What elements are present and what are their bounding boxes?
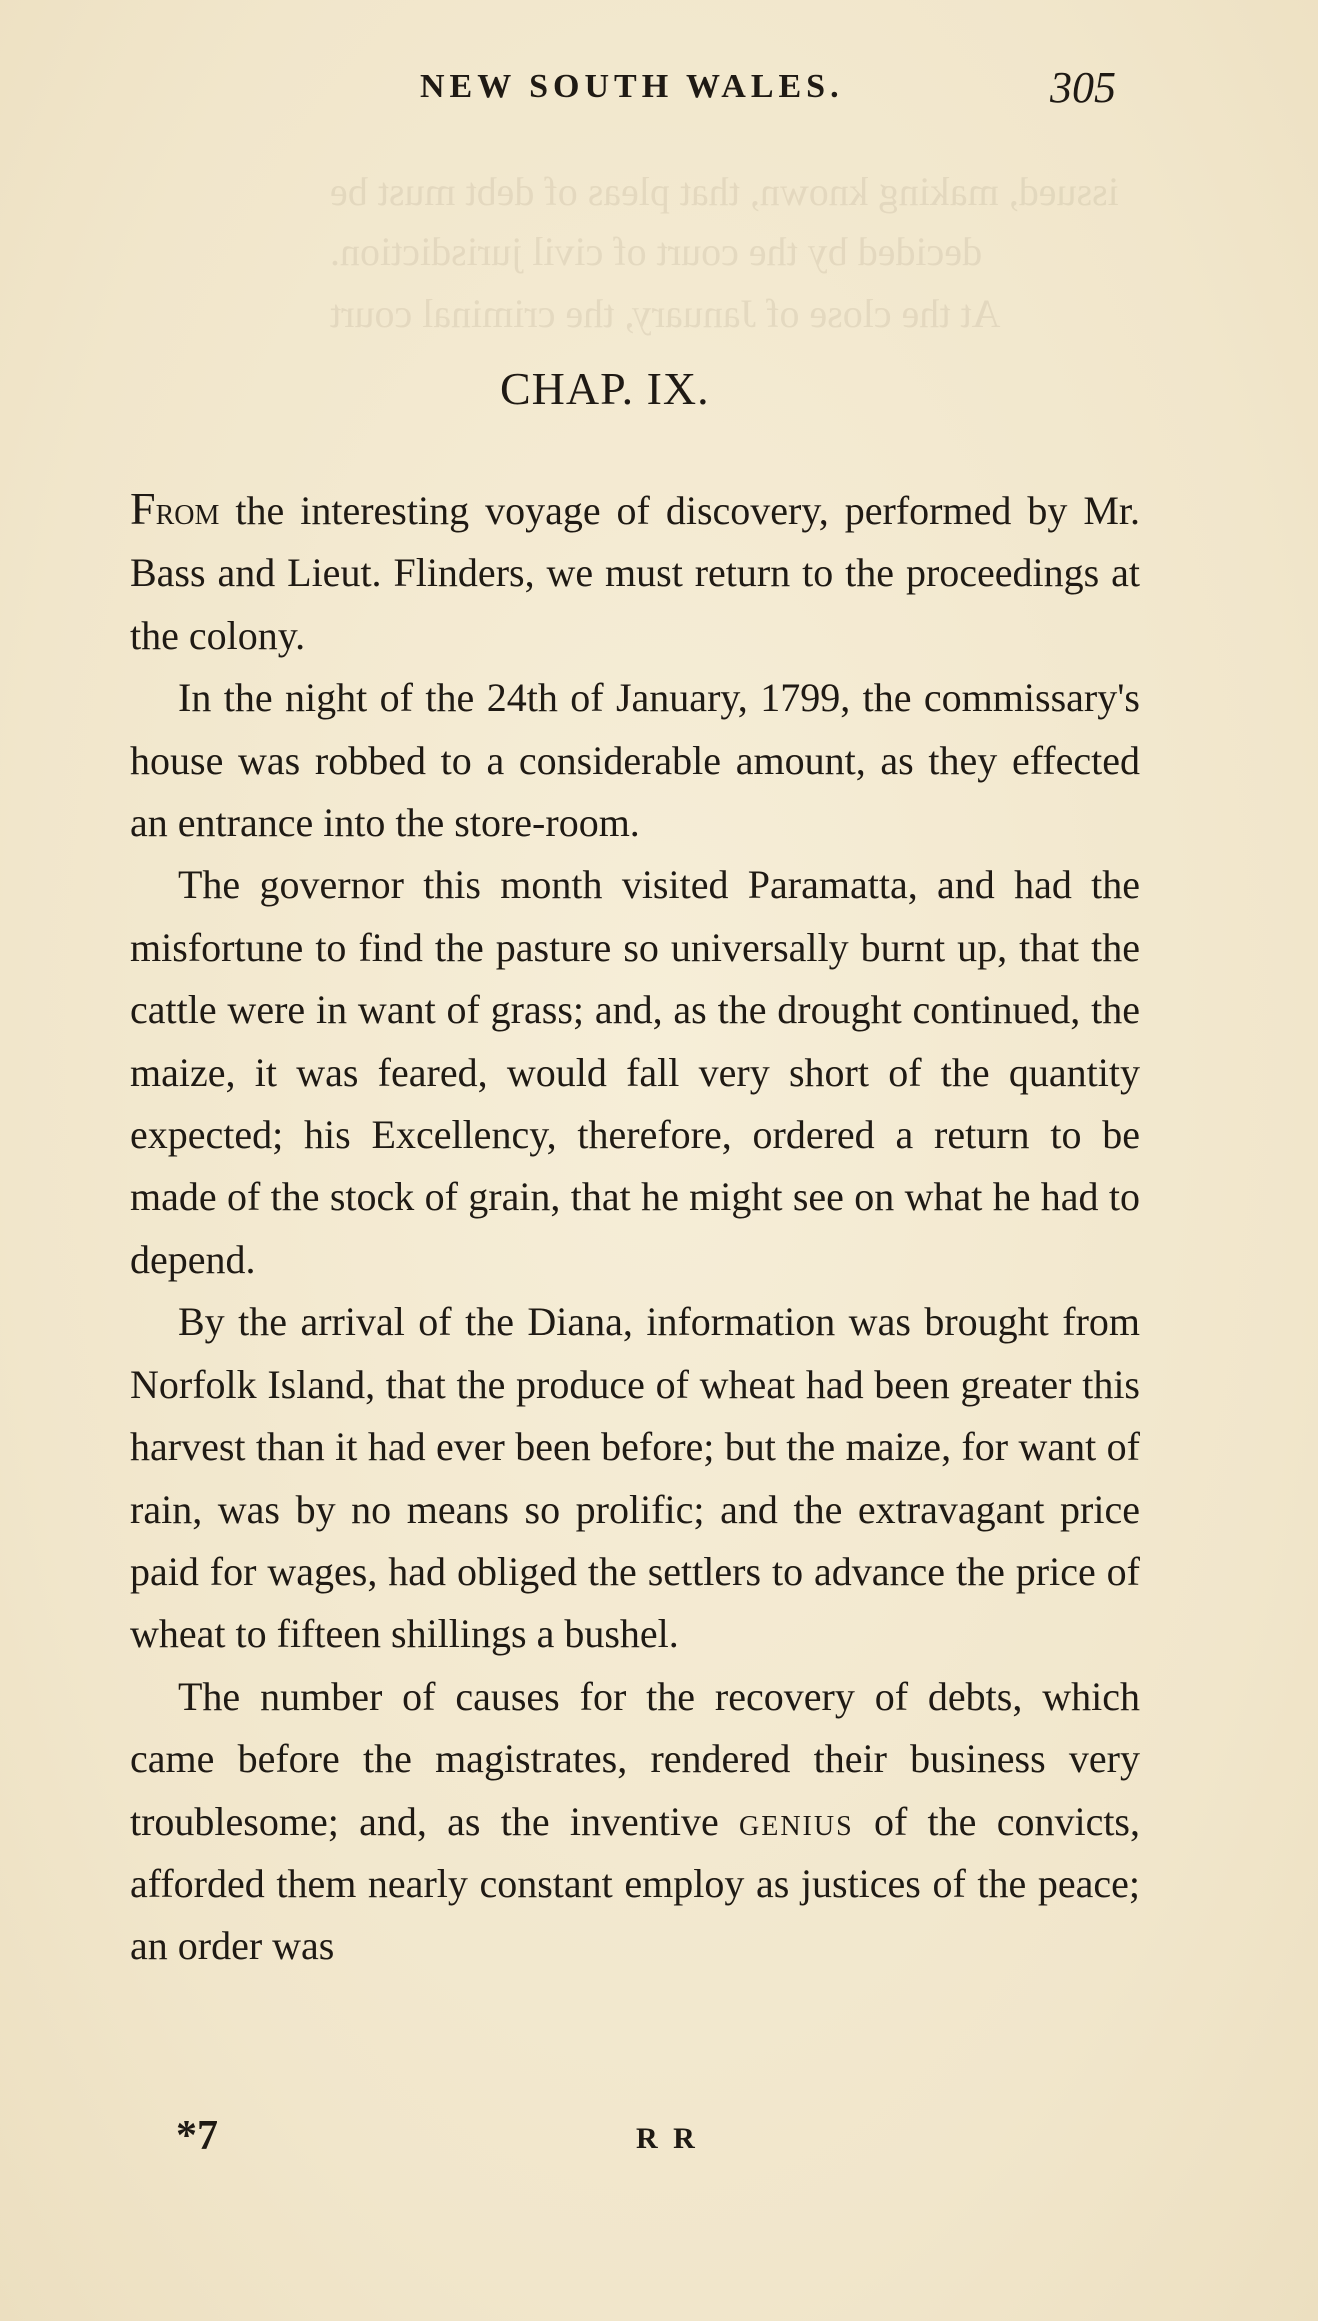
show-through-text: issued, making known, that pleas of debt must be (330, 169, 1119, 214)
show-through-text: decided by the court of civil jurisdiction. (330, 229, 983, 274)
opening-word (130, 483, 220, 534)
paragraph-4: By the arrival of the Diana, information was brought from Norfolk Island, that the produce of wheat had been greater this harvest than it had ever been before; but the maize, for want of rain, was by no means so prolific; and the extravagant price paid for wages, had obliged the settlers to advance the price of wheat to fifteen shillings a bushel. (130, 1299, 1140, 1657)
paragraph-3: The governor this month visited Paramatta, and had the misfortune to find the pasture so universally burnt up, that the cattle were in want of grass; and, as the drought continued, the maize, it was feared, would fall very short of the quantity expected; his Excellency, therefore, ordered a return to be made of the stock of grain, that he might see on what he had to depend. (130, 862, 1140, 1282)
drop-initial: F (130, 483, 156, 534)
paragraph-5-text-before: The number of causes for the recovery of debts, which came before the magistrates, rendered their business very troublesome; and, as the inventive (130, 1673, 1140, 1844)
opening-word-rest: rom (155, 488, 220, 533)
running-head: NEW SOUTH WALES. (420, 68, 844, 105)
smallcaps-word: genius (739, 1798, 854, 1844)
body-text (130, 478, 1140, 1978)
paragraph-5-text-after: of the convicts, afforded them nearly constant employ as justices of the peace; an order was (130, 1798, 1140, 1969)
paragraph-5 (130, 1666, 1140, 1978)
chapter-heading: CHAP. IX. (500, 363, 710, 414)
signature-letters: R R (636, 2122, 699, 2155)
paragraph-2: In the night of the 24th of January, 1799, the commissary's house was robbed to a considerable amount, as they effected an entrance into the store-room. (130, 675, 1140, 846)
paragraph-1 (130, 478, 1140, 667)
signature-mark: *7 (176, 2113, 218, 2159)
paragraph-1-text: the interesting voyage of discovery, performed by Mr. Bass and Lieut. Flinders, we must return to the proceedings at the colony. (130, 488, 1140, 658)
page-number: 305 (1050, 63, 1116, 112)
show-through-text: At the close of January, the criminal court (330, 291, 1001, 336)
